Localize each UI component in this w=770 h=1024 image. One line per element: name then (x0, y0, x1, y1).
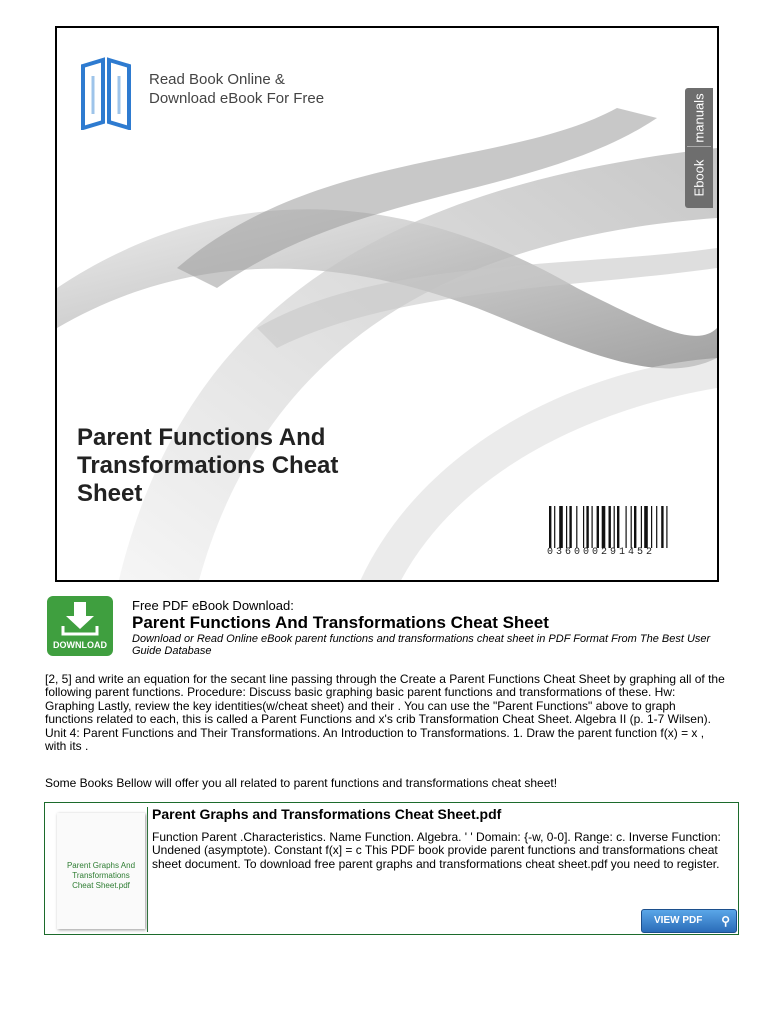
logo-line-1: Read Book Online & (149, 71, 285, 88)
logo-line-2: Download eBook For Free (149, 90, 325, 107)
card-title[interactable]: Parent Graphs and Transformations Cheat Sheet.pdf (152, 806, 502, 822)
barcode-digits: 036000291452 (547, 547, 656, 558)
side-tab (685, 88, 713, 208)
book-thumbnail[interactable] (49, 807, 148, 932)
body-paragraph: [2, 5] and write an equation for the secant line passing through the Create a Parent Functions Cheat Sheet by graphing all of the following parent functions. Procedure: Discuss basic graphing basic parent functions and transformations of these. Hw: Graphing Lastly, review the key identities(w/cheat sheet) and their . You can use the "Parent Functions" above to graph functions related to each, this is called a Parent Functions and x's crib Transformation Cheat Sheet. Algebra II (p. 1-7 Wilsen). Unit 4: Parent Functions and Their Transformations. An Introduction to Transformations. 1. Draw the parent function f(x) = x , with its . (45, 672, 725, 754)
download-title: Parent Functions And Transformations Cheat Sheet (132, 613, 549, 632)
offer-text: Some Books Bellow will offer you all related to parent functions and transformations cheat sheet! (45, 776, 558, 790)
card-body: Function Parent .Characteristics. Name Function. Algebra. ' ' Domain: {-w, 0-0]. Range: c. Inverse Function: Undened (asymptote). Constant f(x] = c This PDF book provide parent functions and transformations cheat sheet document. To download free parent graphs and transformations cheat sheet.pdf you need to register. (152, 830, 721, 871)
book-cover (55, 26, 719, 582)
download-icon-label: DOWNLOAD (53, 640, 107, 650)
download-icon[interactable] (47, 596, 113, 656)
magnifier-icon: ⚲ (721, 914, 730, 928)
side-tab-divider (687, 146, 711, 147)
thumbnail-page (57, 813, 145, 929)
thumbnail-title: Parent Graphs And Transformations Cheat Sheet.pdf (66, 861, 136, 890)
side-tab-ebook: Ebook (691, 159, 707, 197)
book-logo-icon (79, 56, 133, 130)
logo-text (149, 70, 324, 108)
view-pdf-button[interactable] (641, 909, 737, 933)
download-heading: Free PDF eBook Download: (132, 598, 294, 613)
view-pdf-label: VIEW PDF (654, 915, 703, 926)
download-arrow-icon (47, 596, 113, 640)
side-tab-manuals: manuals (691, 93, 707, 143)
download-subtitle: Download or Read Online eBook parent functions and transformations cheat sheet in PDF Format From The Best User Guide Database (132, 633, 711, 657)
cover-title: Parent Functions And Transformations Cheat Sheet (77, 424, 339, 507)
book-card (44, 802, 739, 935)
barcode-icon (547, 506, 717, 548)
